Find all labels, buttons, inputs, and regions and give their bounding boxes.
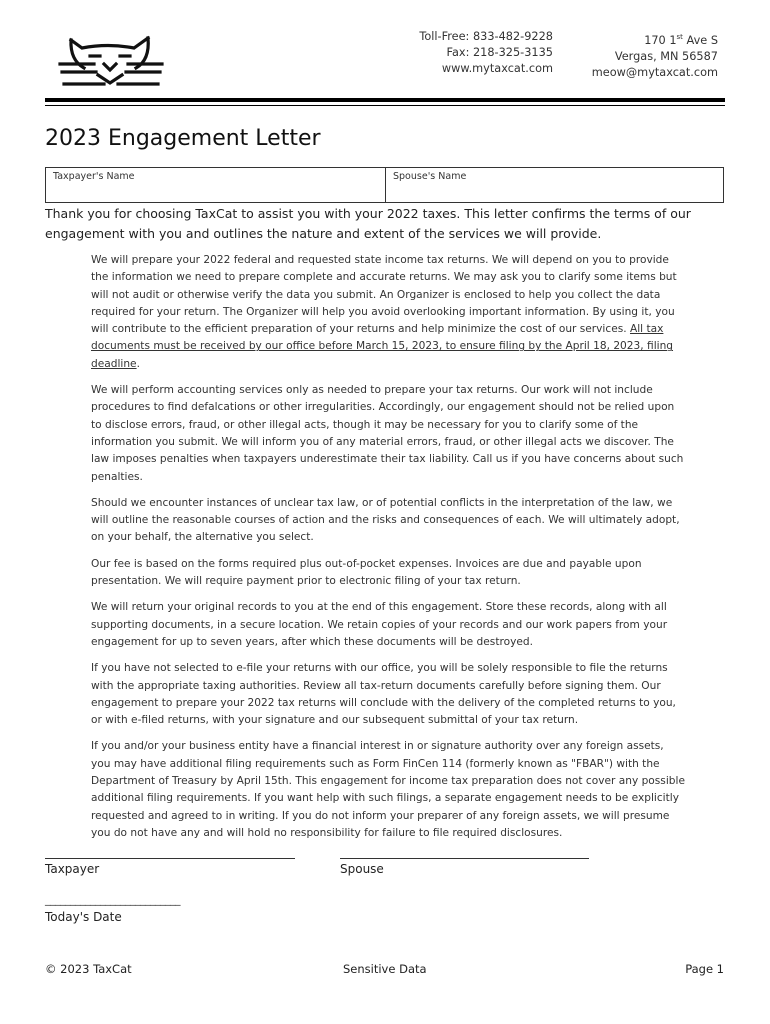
taxpayer-signature-label: Taxpayer <box>45 862 100 876</box>
spouse-signature-line[interactable] <box>340 858 589 859</box>
taxpayer-signature-line[interactable] <box>45 858 295 859</box>
intro-text: Thank you for choosing TaxCat to assist you with your 2022 taxes. This letter confirms the terms of our engagement with you and outlines the nature and extent of the services we will provide. <box>45 206 691 241</box>
paragraph-e-file: If you have not selected to e-file your returns with our office, you will be solely responsible to file the returns with the appropriate taxing authorities. Review all tax-return documents carefully before signing them. Our engagement to prepare your 2022 tax returns will conclude with the delivery of the completed returns to you, or with e-filed returns, with your signature and our subsequent submittal of your tax return. <box>91 662 676 727</box>
page-title: 2023 Engagement Letter <box>45 126 321 151</box>
paragraph-fees: Our fee is based on the forms required plus out-of-pocket expenses. Invoices are due and payable upon presentation. We will require payment prior to electronic filing of your tax return. <box>91 557 642 588</box>
footer-page-number: Page 1 <box>685 962 724 976</box>
email-link[interactable]: meow@mytaxcat.com <box>591 65 718 79</box>
paragraph-records: We will return your original records to you at the end of this engagement. Store these records, along with all supporting documents, in a secure location. We retain copies of your records and our work papers from your engagement for up to seven years, after which these documents will be destroyed. <box>91 601 668 648</box>
header-divider-thin <box>45 105 725 106</box>
footer-copyright: © 2023 TaxCat <box>45 962 132 976</box>
date-label: Today's Date <box>45 910 122 924</box>
name-fields <box>45 167 724 203</box>
header-divider-thick <box>45 98 725 102</box>
paragraph-unclear-tax-law: Should we encounter instances of unclear tax law, or of potential conflicts in the interpretation of the law, we will outline the reasonable courses of action and the risks and consequences of each. We will ultimately adopt, on your behalf, the alternative you select. <box>91 496 680 544</box>
spouse-signature-label: Spouse <box>340 862 384 876</box>
spouse-name-field[interactable] <box>386 168 723 202</box>
letter-body <box>91 252 686 851</box>
spouse-name-label: Spouse's Name <box>393 171 467 182</box>
paragraph-accounting-services: We will perform accounting services only as needed to prepare your tax returns. Our work will not include procedures to find defalcations or other irregularities. Accordingly, our engagement should not be relied upon to disclose errors, fraud, or other illegal acts, though it may be necessary for you to clarify some of the information you submit. We will inform you of any material errors, fraud, or other illegal acts we discover. The law imposes penalties when taxpayers underestimate their tax liability. Call us if you have concerns about such penalties. <box>91 384 684 483</box>
contact-info <box>419 29 553 77</box>
cat-face-logo <box>58 34 164 90</box>
fax-number: Fax: 218-325-3135 <box>446 46 553 59</box>
address-line-2: Vergas, MN 56587 <box>614 49 718 63</box>
footer-sensitivity: Sensitive Data <box>343 962 427 976</box>
address-block <box>592 29 718 81</box>
taxpayer-name-field[interactable] <box>46 168 386 202</box>
address-line-1: 170 1st Ave S <box>644 33 718 47</box>
date-line[interactable]: ___________________________ <box>45 893 180 906</box>
taxpayer-name-label: Taxpayer's Name <box>53 171 135 182</box>
website-link[interactable]: www.mytaxcat.com <box>441 62 553 75</box>
paragraph-preparation: We will prepare your 2022 federal and requested state income tax returns. We will depend on you to provide the information we need to prepare complete and accurate returns. We may ask you to clarify some items but will not audit or otherwise verify the data you submit. An Organizer is enclosed to help you collect the data required for your return. The Organizer will help you avoid overlooking important information. By using it, you will contribute to the efficient preparation of your returns and help minimize the cost of our services. All tax documents must be received by our office before March 15, 2023, to ensure filing by the April 18, 2023, filing deadline. <box>91 254 677 370</box>
deadline-notice: All tax documents must be received by our office before March 15, 2023, to ensure filing by the April 18, 2023, filing deadline <box>91 323 674 370</box>
paragraph-foreign-assets: If you and/or your business entity have a financial interest in or signature authority over any foreign assets, you may have additional filing requirements such as Form FinCen 114 (formerly known as "FBAR") with the Department of Treasury by April 15th. This engagement for income tax preparation does not cover any possible additional filing requirements. If you want help with such filings, a separate engagement needs to be explicitly requested and agreed to in writing. If you do not inform your preparer of any foreign assets, we will presume you do not have any and will hold no responsibility for failure to file required disclosures. <box>91 740 685 839</box>
toll-free-number: Toll-Free: 833-482-9228 <box>419 30 553 43</box>
